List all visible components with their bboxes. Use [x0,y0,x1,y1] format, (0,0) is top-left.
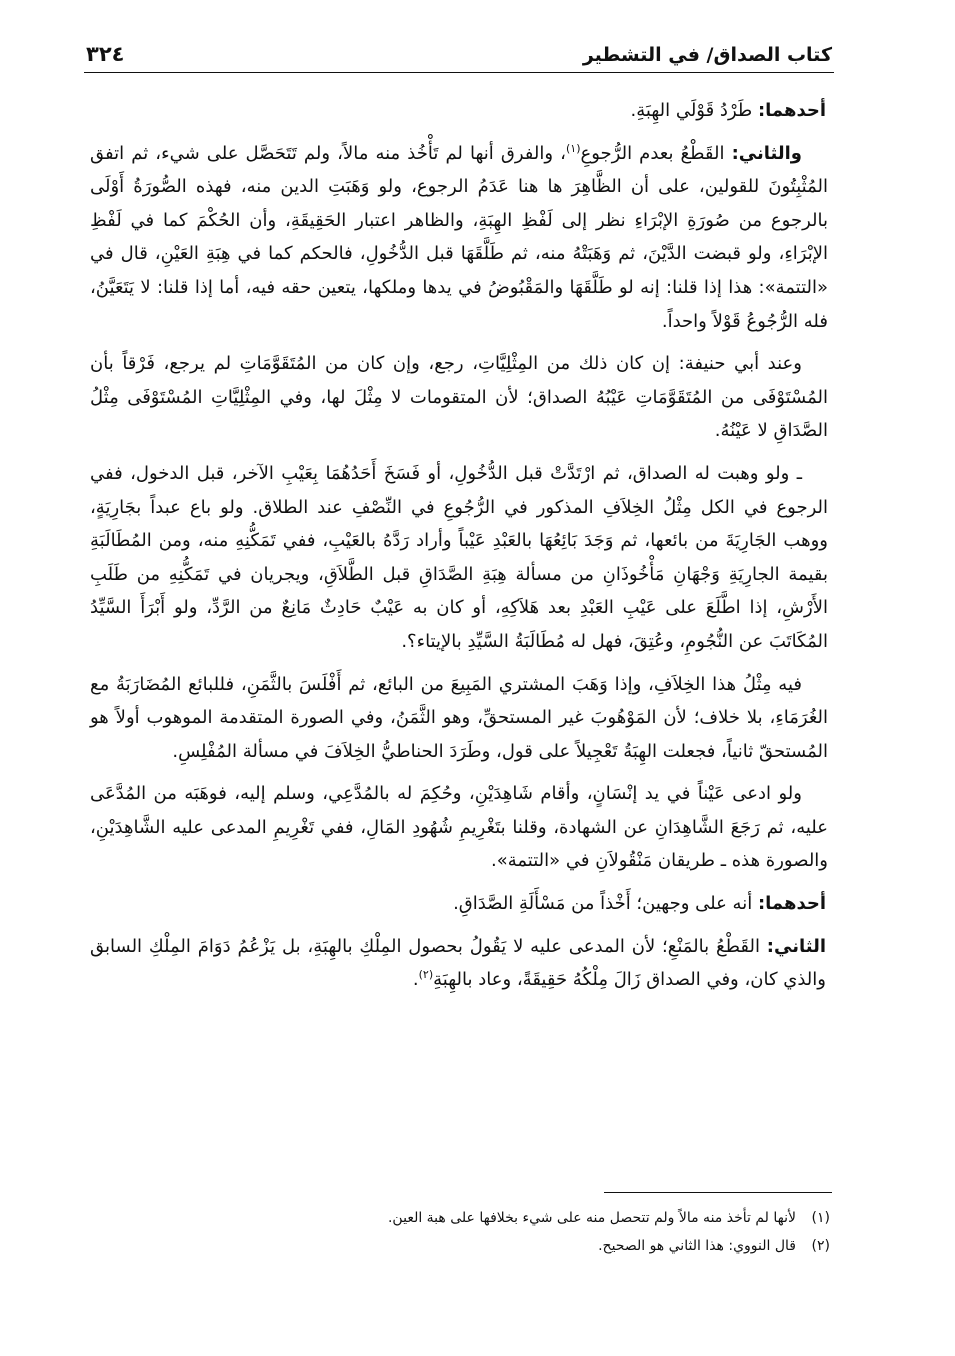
paragraph [90,457,828,659]
running-header [86,36,832,66]
paragraph [90,777,828,878]
footnote-rule [604,1192,832,1193]
paragraph-lead: الثاني: [766,935,826,957]
paragraph-text: ولو ادعى عَيْناً في يد إنْسَانٍ، وأقام شَاهِدَيْنِ، وحُكِمَ له بالمُدَّعِي، وسلم إليه، فوهَبَه من المُدَّعَى عليه، ثم رَجَعَ الشَّاهِدَانِ عن الشهادة، وقلنا بتَغْرِيمِ شُهُودِ المَالِ، ففي تَغْرِيمِ المدعى عليه الشَّاهِدَيْنِ، والصورة هذه ـ طريقان مَنْقُولاَنِ في «التتمة». [90,783,828,872]
page-number: ٣٢٤ [86,42,125,66]
main-text [90,94,828,1006]
footnote-ref: (١) [565,141,581,155]
paragraph [90,668,828,769]
paragraph-text: فيه مِثْلُ هذا الخِلاَفِ، وإذا وَهَبَ المشتري المَبِيعَ من البائع، ثم أَفْلَسَ بالثَّمَنِ، فللبائع المُضَارَبَةُ مع الغُرَمَاءِ، بلا خلاف؛ لأن المَوْهُوبَ غير المستحقِّ، وهو الثَّمَنُ، وفي الصورة المتقدمة الموهوب أولاً هو المُستحقّ ثانياً، فجعلت الهِبَةُ تَعْجِيلاً على قول، وطَرَدَ الحناطيُّ الخِلاَفَ في مسألة المُفْلِسِ. [90,673,828,762]
paragraph-text: أنه على وجهين؛ أَخْذاً من مَسْأَلَةِ الصَّدَاقِ. [453,893,753,915]
paragraph-text: طَرْدُ قَوْلَي الهِبَةِ. [630,100,753,121]
book-title: كتاب الصداق/ في التشطير [582,44,832,66]
footnote-text: قال النووي: هذا الثاني هو الصحيح. [598,1238,796,1254]
paragraph-lead: أحدهما: [757,100,826,121]
paragraph-text: ، والفرق أنها لم تَأْخُذ منه مالاً، ولم تَتَحَصَّل على شيء، ثم اتفق المُثْبِتُونَ للقولين، على أن الظَّاهِرَ ها هنا عَدَمُ الرجوع، ولو وَهَبَتِ الدين منه، فهذه الصُّورَةُ أَوْلَى بالرجوع من صُورَةِ الإبْرَاءِ نظر إلى لَفْظِ الهِبَةِ، والظاهر اعتبار الحَقِيقَةِ، وأن الحُكْمَ كما في لَفْظِ الإبْرَاءِ، ولو قبضت الدَّيْنَ، ثم وَهَبَتْهُ منه، ثم طَلَّقَهَا قبل الدُّخُولِ، فالحكم كما في هِبَةِ العَيْنِ، قال في «التتمة»: هذا إذا قلنا: إنه لو طَلَّقَهَا والمَقْبُوضُ في يدها وملكها، يتعين حقه فيه، أما إذا قلنا: لا يَتَعَيَّنُ، فله الرُّجُوعُ قَوْلاً واحداً. [90,142,828,332]
paragraph-text: القَطْعُ بعدم الرُّجوعِ [580,142,725,164]
paragraph-lead: أحدهما: [757,893,826,915]
paragraph-lead: والثاني: [731,142,802,164]
footnote [90,1204,830,1232]
footnote-text: لأنها لم تأخذ منه مالاً ولم تتحصل منه على شيء بخلافها على هبة العين. [387,1210,796,1226]
paragraph [90,930,828,997]
paragraph-text: وعند أبي حنيفة: إن كان ذلك من المِثْلِيَّاتِ، رجع، وإن كان من المُتَقَوَّمَاتِ لم يرجع، فَرْقاً بأن المُسْتَوْفَى من المُتَقَوَّمَاتِ عَيْبُهُ الصداق؛ لأن المتقومات لا مِثْلَ لها، وفي المِثْلِيَّاتِ المُسْتَوْفَى مِثْلُ الصَّدَاقِ لا عَيْنُهُ. [90,353,828,442]
paragraph-text: . [412,969,419,991]
paragraph [90,887,828,921]
paragraph-text: القَطْعُ بالمَنْعِ؛ لأن المدعى عليه لا يَقُولُ بحصول المِلْكِ بالهِبَةِ، بل يَزْعُمُ دَوَامَ المِلْكِ السابق والذي كان، وفي الصداق زَالَ مِلْكُهُ حَقِيقَةً، وعاد بالهِبَةِ [90,935,826,991]
footnotes [90,1204,830,1260]
header-rule [84,72,834,73]
footnote-ref: (٢) [418,968,434,982]
paragraph [90,137,828,339]
footnote-mark: (٢) [811,1238,830,1254]
paragraph [90,347,828,448]
paragraph-text: ـ ولو وهبت له الصداق، ثم ارْتَدَّتْ قبل الدُّخُولِ، أو فَسَخَ أَحَدُهُمَا بِعَيْبِ الآخر، قبل الدخول، ففي الرجوع في الكل مِثْلُ الخِلاَفِ المذكور في الرُّجُوعِ في النِّصْفِ عند الطلاق. ولو باع عبداً بجَارِيَةٍ، ووهب الجَارِيَةَ من بائعها، ثم وَجَدَ بَائِعُهَا بالعَبْدِ عَيْباً وأراد رَدَّهُ بالعَيْبِ، ففي تَمَكُّنِهِ منه، ومن المُطَالَبَةِ بقيمة الجارِيَةِ وَجْهَانِ مَأْخُوذَانِ من مسألة هِبَةِ الصَّدَاقِ قبل الطَّلاَقِ، ويجريان في تَمَكُّنِهِ من طَلَبِ الأَرْشِ، إذا اطَّلَعَ على عَيْبِ العَبْدِ بعد هَلاَكِهِ، أو كان به عَيْبٌ حَادِثٌ مَانِعٌ من الرَّدِّ، ولو أَبْرَأَ السَّيِّدُ المُكَاتَبَ عن النُّجُومِ، وعُتِقَ، فهل له مُطَالَبَةُ السَّيِّدِ بالإيتاء؟. [90,462,828,652]
footnote [90,1232,830,1260]
paragraph [90,94,828,128]
footnote-mark: (١) [811,1210,830,1226]
